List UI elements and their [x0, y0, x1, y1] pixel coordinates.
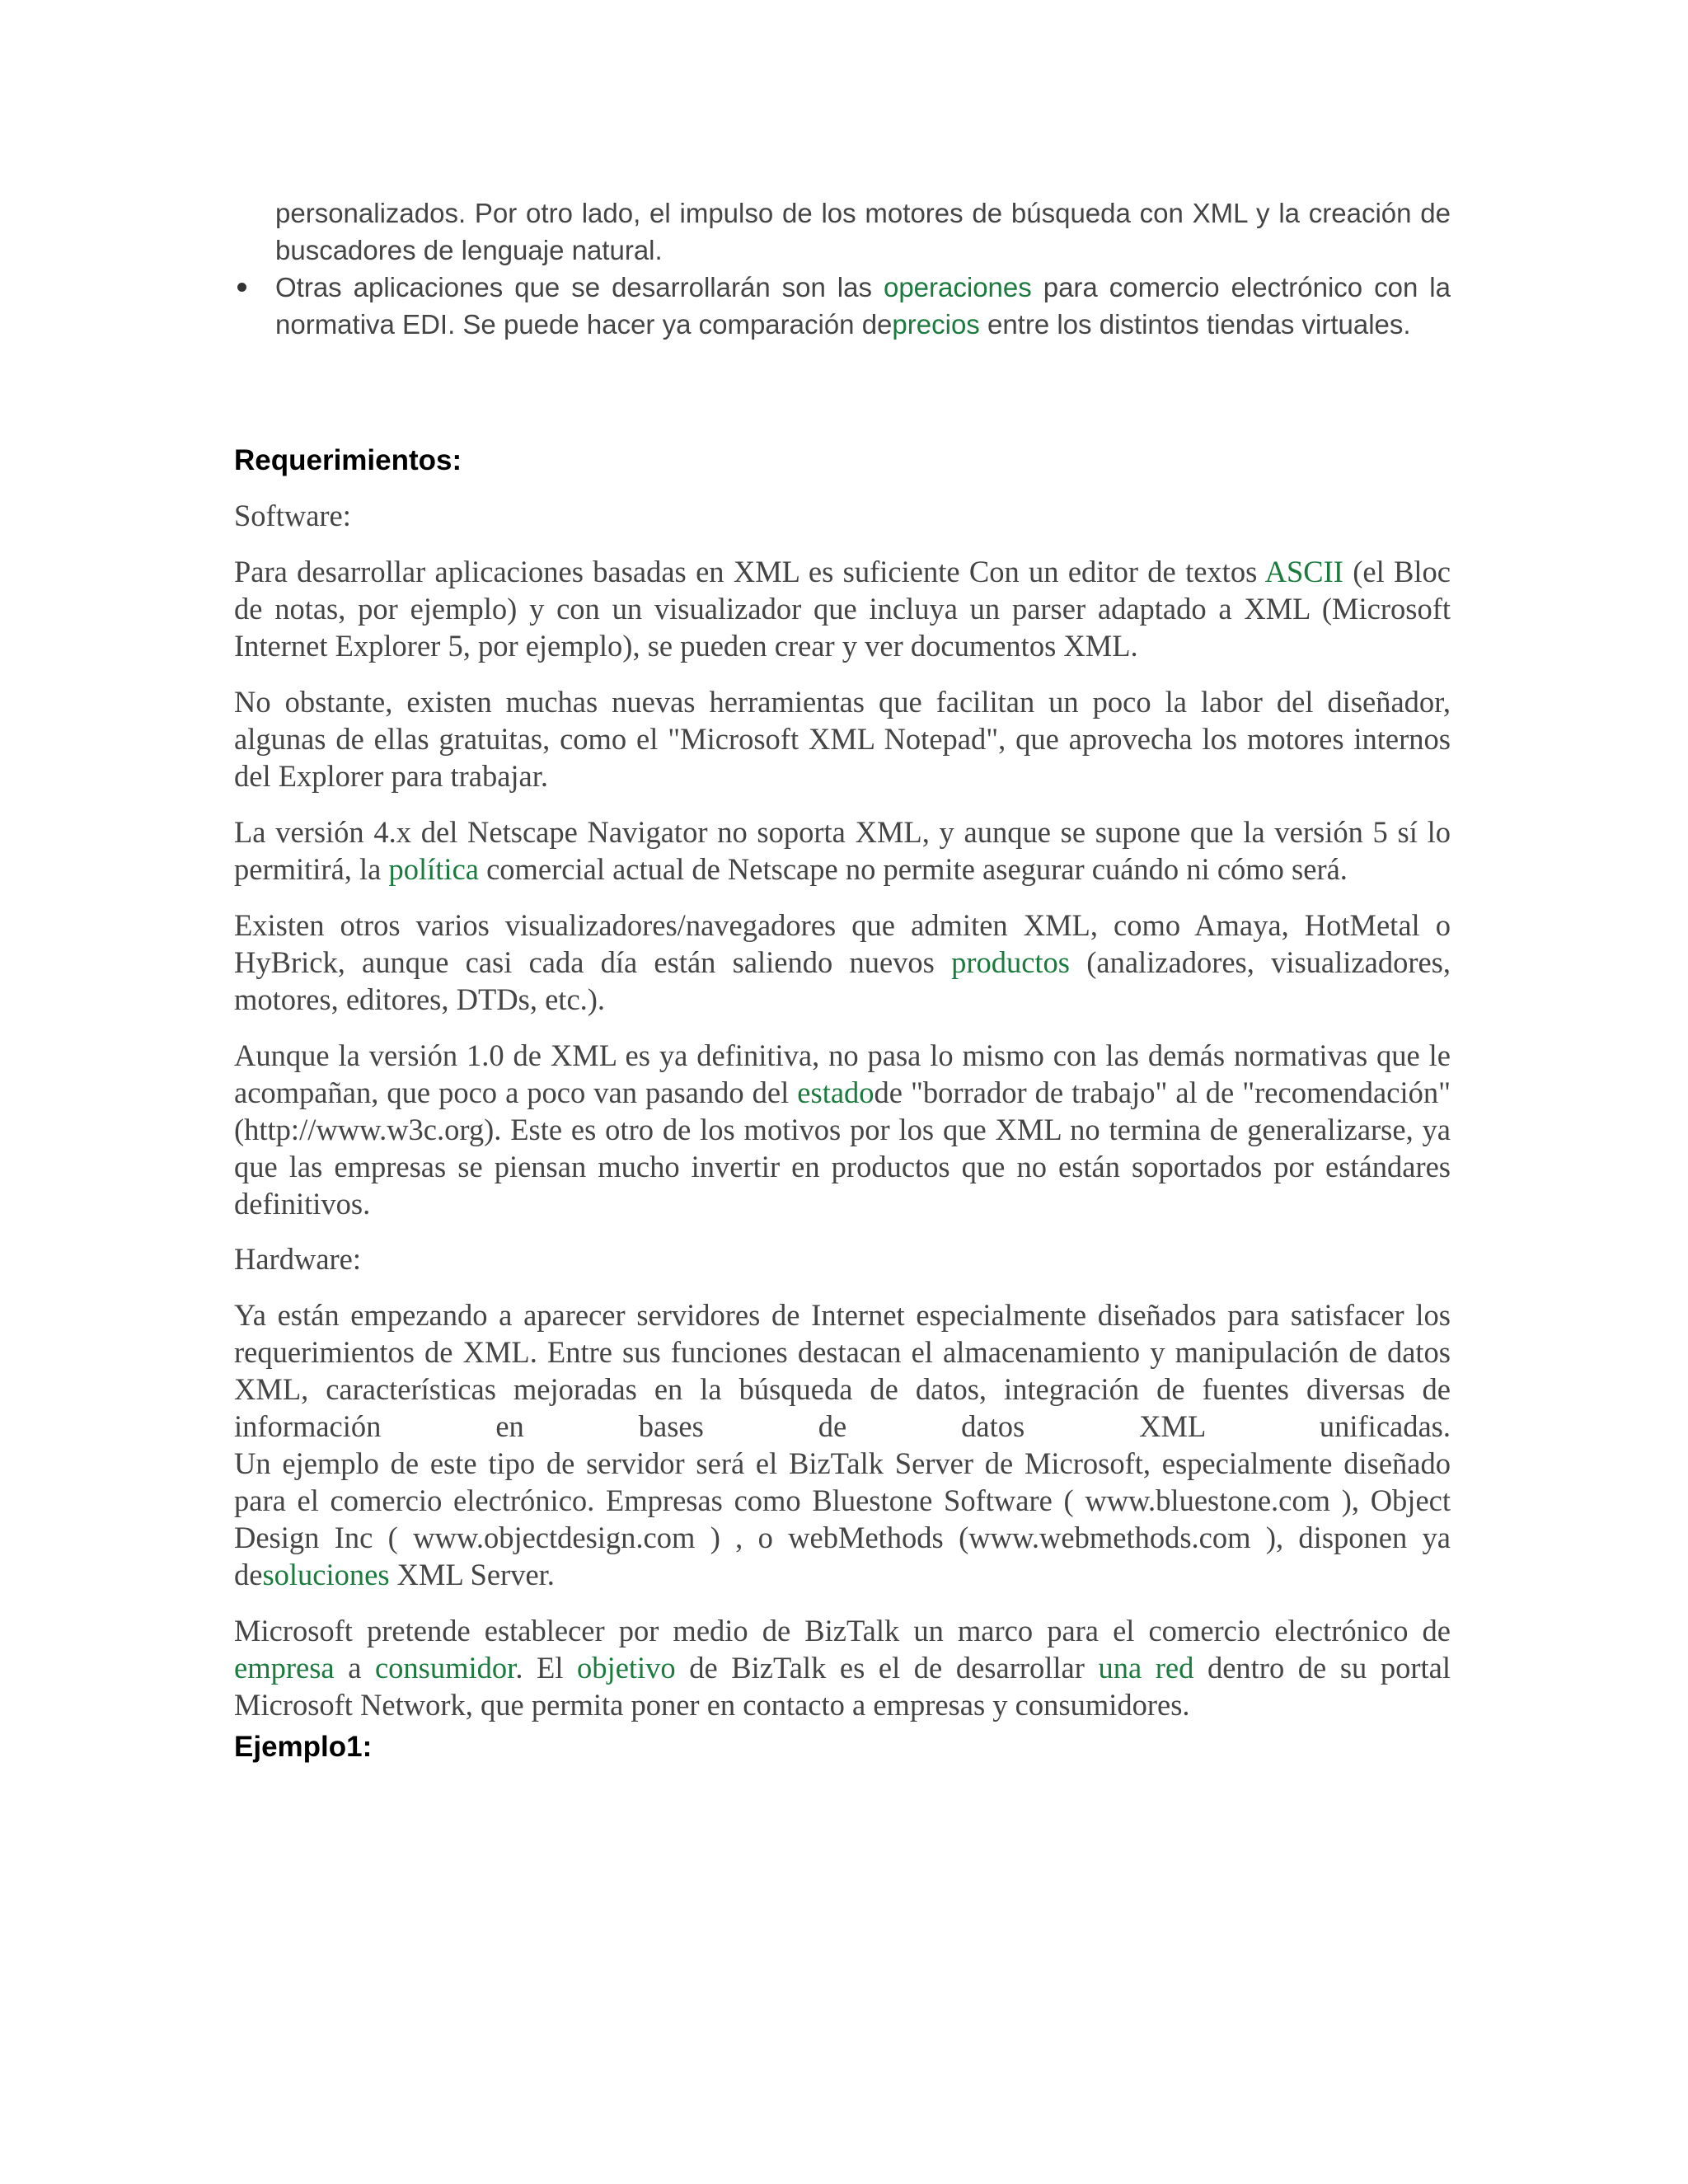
paragraph-text: Aunque la versión 1.0 de XML es ya definitiva, no pasa lo mismo con las demás normativas que le acompañan, que poco a poco van pasando del: [234, 1038, 1451, 1109]
bullet-text: para comercio electrónico con la normativa EDI. Se puede hacer ya comparación de: [275, 272, 1451, 340]
paragraph-text: a: [334, 1651, 375, 1685]
paragraph-text: dentro de su portal Microsoft Network, que permita poner en contacto a empresas y consumidores.: [234, 1651, 1451, 1722]
link-politica[interactable]: política: [388, 852, 479, 886]
bullet-text: entre los distintos tiendas virtuales.: [979, 309, 1411, 340]
heading-ejemplo1: Ejemplo1:: [234, 1731, 373, 1763]
link-ascii[interactable]: ASCII: [1264, 555, 1343, 588]
link-estado[interactable]: estado: [797, 1076, 874, 1109]
bullet-text: Otras aplicaciones que se desarrollarán son las: [275, 272, 884, 302]
paragraph-version: [234, 1037, 1451, 1222]
paragraph-text: XML Server.: [389, 1558, 555, 1591]
intro-continuation: personalizados. Por otro lado, el impulso de los motores de búsqueda con XML y la creación de buscadores de lenguaje natural.: [275, 198, 1451, 265]
paragraph-herramientas: No obstante, existen muchas nuevas herramientas que facilitan un poco la labor del diseñador, algunas de ellas gratuitas, como el "Microsoft XML Notepad", que aprovecha los motores internos del Explorer para trabajar.: [234, 685, 1451, 793]
paragraph-editor: [234, 553, 1451, 664]
link-soluciones[interactable]: soluciones: [262, 1558, 390, 1591]
paragraph-servidores: [234, 1296, 1451, 1593]
label-software: Software:: [234, 499, 351, 532]
link-una-red[interactable]: una red: [1098, 1651, 1194, 1685]
document-page: [234, 194, 1451, 1765]
link-precios[interactable]: precios: [892, 309, 980, 340]
paragraph-text: comercial actual de Netscape no permite asegurar cuándo ni cómo será.: [478, 852, 1348, 886]
paragraph-text: de BizTalk es el de desarrollar: [675, 1651, 1099, 1685]
label-hardware: Hardware:: [234, 1242, 362, 1276]
link-objetivo[interactable]: objetivo: [577, 1651, 676, 1685]
bullet-item: [234, 269, 1451, 343]
paragraph-netscape: [234, 813, 1451, 888]
link-operaciones[interactable]: operaciones: [883, 272, 1032, 302]
paragraph-text: La versión 4.x del Netscape Navigator no soporta XML, y aunque se supone que la versión 5 sí lo permitirá, la: [234, 815, 1451, 886]
paragraph-biztalk-server: [234, 1445, 1451, 1593]
paragraph-biztalk: [234, 1612, 1451, 1723]
link-empresa[interactable]: empresa: [234, 1651, 335, 1685]
link-consumidor[interactable]: consumidor: [374, 1651, 516, 1685]
paragraph-text: Microsoft pretende establecer por medio de BizTalk un marco para el comercio electrónico de: [234, 1614, 1451, 1647]
heading-requerimientos: Requerimientos:: [234, 444, 462, 476]
paragraph-visualizadores: [234, 907, 1451, 1018]
paragraph-text: de "borrador de trabajo" al de "recomendación" (http://www.w3c.org). Este es otro de los motivos por los que XML no termina de generalizarse, ya que las empresas se piensan mucho invertir en productos que no están soportados por estándares definitivos.: [234, 1076, 1451, 1221]
bullet-dot-icon: [237, 283, 246, 292]
paragraph-text: . El: [515, 1651, 578, 1685]
paragraph-text: Un ejemplo de este tipo de servidor será el BizTalk Server de Microsoft, especialmente diseñado para el comercio electrónico. Empresas como Bluestone Software ( www.bluestone.com ), Object Design Inc ( www.objectdesign.com ) , o webMethods (www.webmethods.com ), disponen ya de: [234, 1446, 1451, 1591]
paragraph-text: (el Bloc de notas, por ejemplo) y con un visualizador que incluya un parser adaptado a XML (Microsoft Internet Explorer 5, por ejemplo), se pueden crear y ver documentos XML.: [234, 555, 1451, 663]
paragraph-text: Existen otros varios visualizadores/navegadores que admiten XML, como Amaya, HotMetal o HyBrick, aunque casi cada día están saliendo nuevos: [234, 908, 1451, 979]
paragraph-text: (analizadores, visualizadores, motores, editores, DTDs, etc.).: [234, 945, 1451, 1016]
paragraph-servidores-text: Ya están empezando a aparecer servidores de Internet especialmente diseñados para satisfacer los requerimientos de XML. Entre sus funciones destacan el almacenamiento y manipulación de datos XML, características mejoradas en la búsqueda de datos, integración de fuentes diversas de información en bases de datos XML unificadas.: [234, 1298, 1451, 1443]
link-productos[interactable]: productos: [951, 945, 1071, 979]
paragraph-text: Para desarrollar aplicaciones basadas en XML es suficiente Con un editor de textos: [234, 555, 1265, 588]
